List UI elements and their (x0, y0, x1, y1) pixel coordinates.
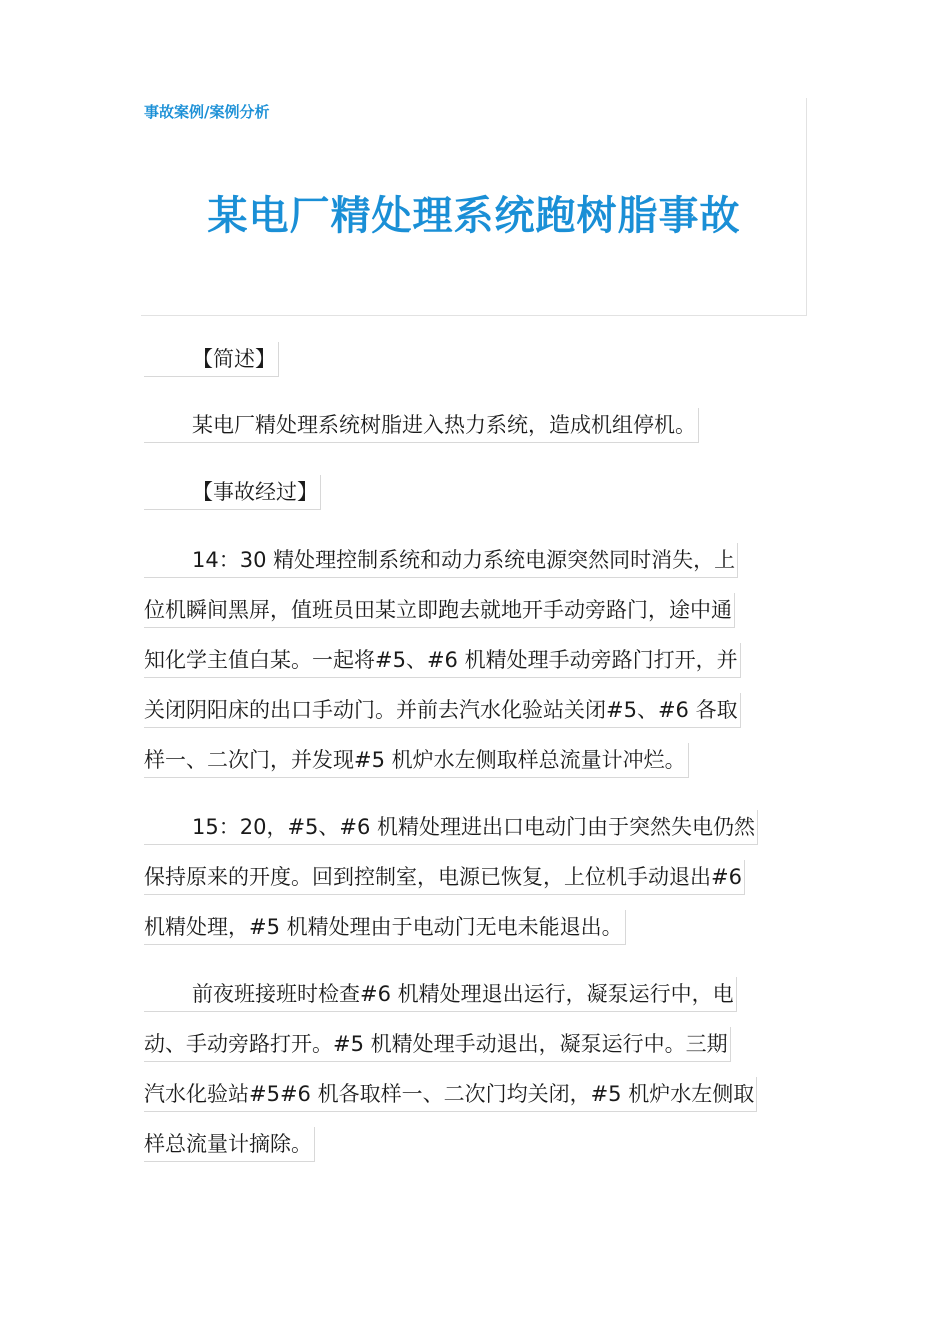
paragraph-line: 汽水化验站#5#6 机各取样一、二次门均关闭，#5 机炉水左侧取 (144, 1077, 757, 1112)
paragraph-line: 位机瞬间黑屏，值班员田某立即跑去就地开手动旁路门，途中通 (144, 593, 735, 628)
paragraph-line: 知化学主值白某。一起将#5、#6 机精处理手动旁路门打开，并 (144, 643, 741, 678)
breadcrumb[interactable]: 事故案例/案例分析 (144, 103, 270, 121)
paragraph-line: 14：30 精处理控制系统和动力系统电源突然同时消失，上 (144, 543, 738, 578)
page-title: 某电厂精处理系统跑树脂事故 (207, 193, 741, 239)
paragraph-line: 保持原来的开度。回到控制室，电源已恢复，上位机手动退出#6 (144, 860, 745, 895)
paragraph-line: 样总流量计摘除。 (144, 1127, 315, 1162)
process-heading: 【事故经过】 (144, 475, 321, 510)
paragraph-line: 样一、二次门，并发现#5 机炉水左侧取样总流量计冲烂。 (144, 743, 689, 778)
paragraph-line: 动、手动旁路打开。#5 机精处理手动退出，凝泵运行中。三期 (144, 1027, 731, 1062)
paragraph-line: 机精处理，#5 机精处理由于电动门无电未能退出。 (144, 910, 626, 945)
summary-heading: 【简述】 (144, 342, 279, 377)
summary-text: 某电厂精处理系统树脂进入热力系统，造成机组停机。 (144, 408, 699, 443)
paragraph-line: 关闭阴阳床的出口手动门。并前去汽水化验站关闭#5、#6 各取 (144, 693, 741, 728)
paragraph-line: 前夜班接班时检查#6 机精处理退出运行，凝泵运行中，电 (144, 977, 737, 1012)
paragraph-line: 15：20，#5、#6 机精处理进出口电动门由于突然失电仍然 (144, 810, 758, 845)
